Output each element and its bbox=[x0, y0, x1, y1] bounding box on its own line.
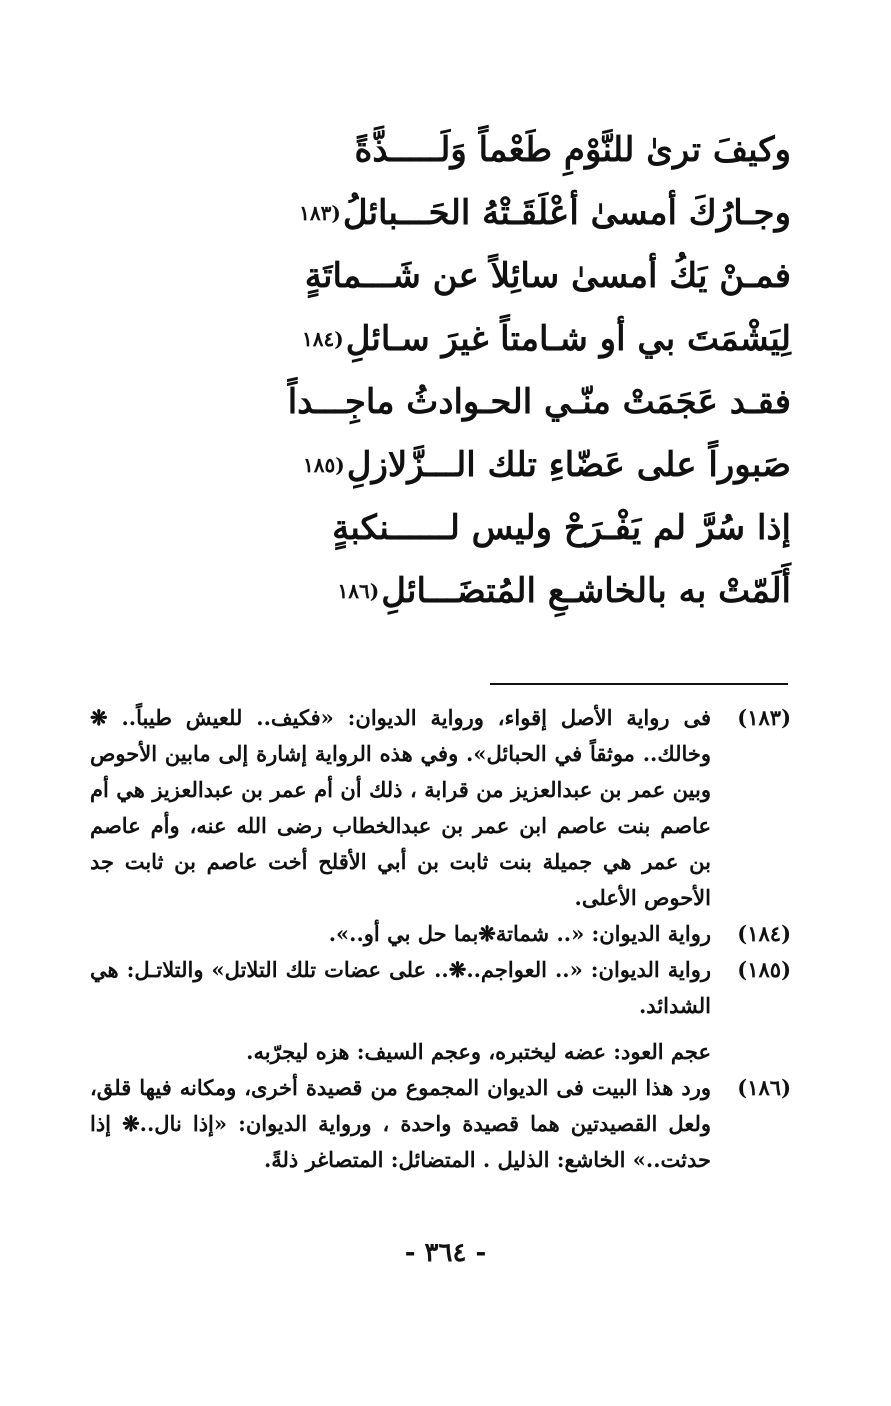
footnote-text: رواية الديوان: «.. شماتة❋بما حل بي أو..». bbox=[328, 921, 711, 946]
verse-1-footnote-ref: (١٨٣ bbox=[299, 200, 341, 225]
page-number: - ٣٦٤ - bbox=[404, 1238, 487, 1268]
verse-2-first-hemistich: فمـنْ يَكُ أمسىٰ سائِلاً عن شَـــماتَةٍ bbox=[304, 255, 791, 296]
footnotes-section bbox=[90, 700, 791, 1178]
footnote-number: (١٨٣) bbox=[737, 705, 791, 730]
footnote-183 bbox=[90, 700, 791, 916]
footnote-text: ورد هذا البيت فى الديوان المجموع من قصيدة أخرى، ومكانه فيها قلق، ولعل القصيدتين هما قصيدة واحدة ، ورواية الديوان: «إذا نال..❋ إذا حدثت..» الخاشع: الذليل . المتضائل: المتصاغر ذلةً. bbox=[90, 1075, 711, 1172]
verse-4-second-text: أَلَمّتْ به بالخاشـعِ المُتضَـــائلِ bbox=[381, 570, 791, 611]
footnote-number: (١٨٤) bbox=[737, 921, 791, 946]
verse-1-first-hemistich: وكيفَ ترىٰ للنَّوْمِ طَعْماً وَلَـــــذَّةً bbox=[354, 129, 791, 170]
verse-4-footnote-ref: (١٨٦ bbox=[337, 578, 380, 603]
verse-3-second-text: صَبوراً على عَضّاءِ تلك الـــزَّلازلِ bbox=[346, 444, 791, 485]
verse-4-second-hemistich bbox=[90, 559, 791, 622]
verse-2-second-text: لِيَشْمَتَ بي أو شـامتاً غيرَ سـائلِ bbox=[345, 318, 791, 359]
verse-3-first-hemistich: فقـد عَجَمَتْ منّـي الحـوادثُ ماجِـــداً bbox=[287, 381, 791, 422]
footnote-text: فى رواية الأصل إقواء، ورواية الديوان: «فكيف.. للعيش طيباً.. ❋ وخالك.. موثقاً في الحبائل». وفي هذه الرواية إشارة إلى مابين الأحوص وبين عمر بن عبدالعزيز من قرابة ، ذلك أن أم عمر بن عبدالعزيز هي أم عاصم بنت عاصم ابن عمر بن عبدالخطاب رضى الله عنه، وأم عاصم بن عمر هي جميلة بنت ثابت بن أبي الأقلح أخت عاصم بن ثابت جد الأحوص الأعلى. bbox=[90, 705, 711, 910]
footnote-186 bbox=[90, 1070, 791, 1178]
verse-2-second-hemistich bbox=[90, 307, 791, 370]
poem-section bbox=[90, 118, 791, 622]
footnote-184 bbox=[90, 916, 791, 952]
verse-3-second-hemistich bbox=[90, 433, 791, 496]
verse-4-first-hemistich: إذا سُرَّ لم يَفْـرَحْ وليس لــــــنكبةٍ bbox=[332, 507, 791, 548]
footnote-number: (١٨٥) bbox=[737, 957, 791, 982]
footnote-185-continuation: عجم العود: عضه ليختبره، وعجم السيف: هزه ليجرّبه. bbox=[246, 1039, 711, 1064]
verse-1-second-hemistich bbox=[90, 181, 791, 244]
footnote-number: (١٨٦) bbox=[737, 1075, 791, 1100]
footnote-text: رواية الديوان: «.. العواجم..❋.. على عضات تلك التلاتل» والتلاتـل: هي الشدائد. bbox=[90, 957, 711, 1018]
verse-1-second-text: وجـارُكَ أمسىٰ أعْلَقَـتْهُ الحَـــبائلُ bbox=[342, 192, 791, 233]
verse-2-footnote-ref: (١٨٤ bbox=[301, 326, 344, 351]
footnote-divider bbox=[490, 683, 788, 685]
footnote-185 bbox=[90, 952, 791, 1024]
verse-3-footnote-ref: (١٨٥ bbox=[303, 452, 345, 477]
